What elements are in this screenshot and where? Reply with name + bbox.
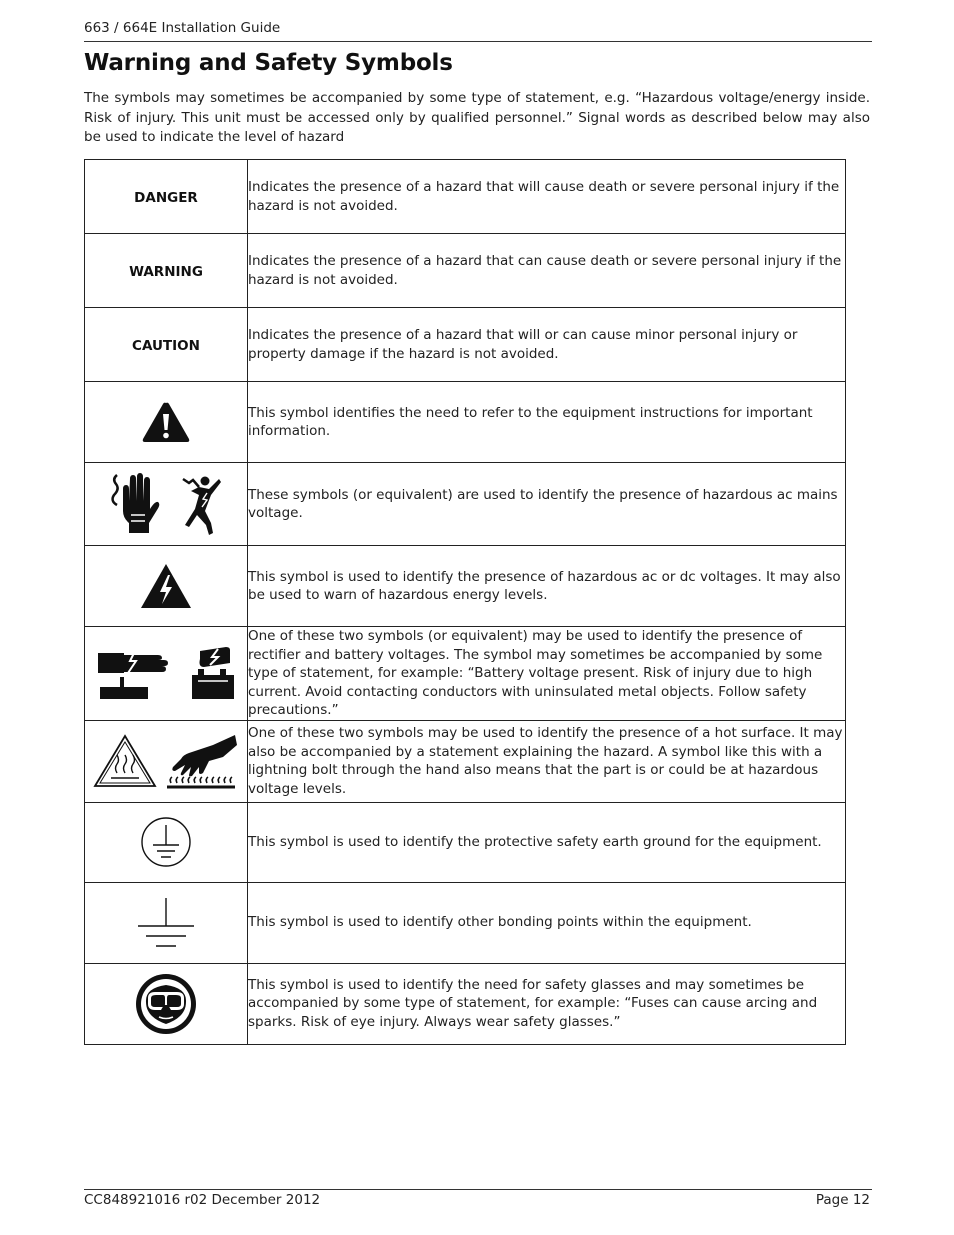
table-row	[85, 882, 846, 963]
symbol-cell	[85, 160, 248, 234]
symbol-cell	[85, 627, 248, 721]
document-id: CC848921016 r02 December 2012	[84, 1192, 321, 1208]
caution-label: CAUTION	[132, 338, 200, 354]
symbol-cell	[85, 234, 248, 308]
intro-paragraph: The symbols may sometimes be accompanied by some type of statement, e.g. “Hazardous voltage/energy inside. Risk of injury. This unit must be accessed only by qualified personnel.” Signal words as described below may also be used to indicate the level of hazard	[84, 90, 870, 145]
safety-glasses-icon	[135, 973, 197, 1035]
battery-hand-icon	[96, 645, 176, 701]
table-row	[85, 463, 846, 546]
page-number: Page 12	[815, 1192, 870, 1208]
exclamation-triangle-icon	[141, 400, 191, 444]
protective-earth-icon	[139, 815, 193, 869]
description-cell: This symbol is used to identify other bonding points within the equipment.	[248, 882, 846, 963]
battery-touch-icon	[188, 645, 236, 701]
description-cell: This symbol is used to identify the need for safety glasses and may sometimes be accompanied by some type of statement, for example: “Fuses can cause arcing and sparks. Risk of eye injury. Always wear safety glasses.”	[248, 963, 846, 1044]
symbol-cell	[85, 802, 248, 882]
lightning-triangle-icon	[139, 562, 193, 610]
table-row	[85, 160, 846, 234]
safety-symbols-table	[84, 159, 846, 1045]
table-row	[85, 720, 846, 802]
symbol-cell	[85, 308, 248, 382]
table-row	[85, 234, 846, 308]
header-divider	[84, 41, 872, 42]
warning-label: WARNING	[129, 264, 203, 280]
shock-hand-icon	[109, 471, 163, 537]
table-row	[85, 382, 846, 463]
symbol-cell	[85, 463, 248, 546]
table-row	[85, 308, 846, 382]
symbol-cell	[85, 382, 248, 463]
footer-divider	[84, 1189, 872, 1190]
symbol-cell	[85, 546, 248, 627]
description-cell: Indicates the presence of a hazard that will cause death or severe personal injury if the hazard is not avoided.	[248, 160, 846, 234]
description-cell: One of these two symbols (or equivalent) may be used to identify the presence of rectifier and battery voltages. The symbol may sometimes be accompanied by some type of statement, for example: “Battery voltage present. Risk of injury due to high current. Avoid contacting conductors with uninsulated metal objects. Follow safety precautions.”	[248, 627, 846, 721]
bonding-ground-icon	[136, 896, 196, 950]
hot-surface-triangle-icon	[93, 733, 157, 789]
hot-surface-hand-icon	[163, 731, 239, 791]
description-cell: Indicates the presence of a hazard that will or can cause minor personal injury or property damage if the hazard is not avoided.	[248, 308, 846, 382]
description-cell: These symbols (or equivalent) are used to identify the presence of hazardous ac mains voltage.	[248, 463, 846, 546]
description-cell: Indicates the presence of a hazard that can cause death or severe personal injury if the hazard is not avoided.	[248, 234, 846, 308]
table-row	[85, 963, 846, 1044]
table-row	[85, 627, 846, 721]
description-cell: This symbol identifies the need to refer to the equipment instructions for important information.	[248, 382, 846, 463]
description-cell: This symbol is used to identify the protective safety earth ground for the equipment.	[248, 802, 846, 882]
symbol-cell	[85, 963, 248, 1044]
page-title: Warning and Safety Symbols	[84, 50, 453, 76]
description-cell: One of these two symbols may be used to identify the presence of a hot surface. It may also be accompanied by a statement explaining the hazard. A symbol like this with a lightning bolt through the hand also means that the part is or could be at hazardous voltage levels.	[248, 720, 846, 802]
symbol-cell	[85, 882, 248, 963]
danger-label: DANGER	[134, 190, 198, 206]
shocked-person-icon	[179, 471, 223, 537]
document-header: 663 / 664E Installation Guide	[84, 20, 281, 36]
description-cell: This symbol is used to identify the presence of hazardous ac or dc voltages. It may also be used to warn of hazardous energy levels.	[248, 546, 846, 627]
table-row	[85, 546, 846, 627]
table-row	[85, 802, 846, 882]
symbol-cell	[85, 720, 248, 802]
